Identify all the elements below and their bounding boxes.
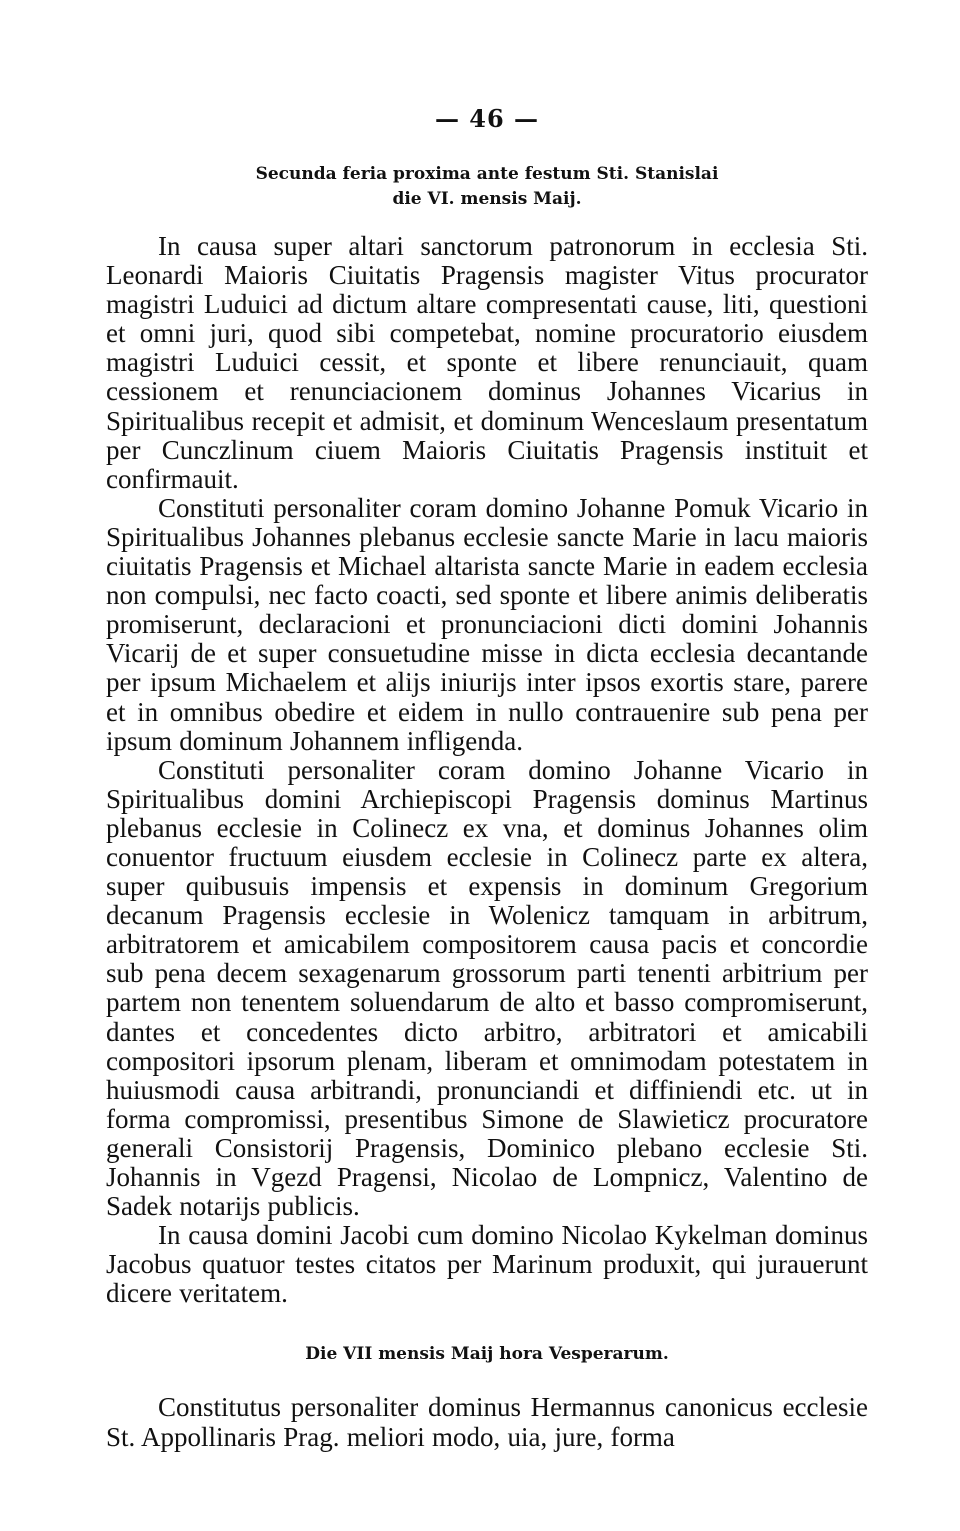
paragraph-pomuk-agreement: Constituti personaliter coram domino Johanne Pomuk Vicario in Spiritualibus Johannes plebanus ecclesie sancte Marie in lacu maioris ciuitatis Pragensis et Michael altarista sancte Marie in eadem ecclesia non compulsi, nec facto coacti, sed sponte et libere animis deliberatis promiserunt, declaracioni et pronunciacioni dicti domini Johannis Vicarij de et super consuetudine misse in dicta ecclesia decantande per ipsum Michaelem et alijs iniurijs inter ipsos exortis stare, parere et in omnibus obedire et eidem in nullo contrauenire sub pena per ipsum dominum Johannem infligenda. <box>106 492 868 756</box>
paragraph-altar-cause: In causa super altari sanctorum patronorum in ecclesia Sti. Leonardi Maioris Ciuitatis Pragensis magister Vitus procurator magistri Luduici ad dictum altare compresentati cause, liti, questioni et omni juri, quod sibi competebat, nomine procuratorio eiusdem magistri Luduici cessit, et sponte et libere renunciauit, quam cessionem et renunciacionem dominus Johannes Vicarius in Spiritualibus recepit et admisit, et dominum Wenceslaum presentatum per Cunczlinum ciuem Maioris Ciuitatis Pragensis instituit et confirmauit. <box>106 231 868 494</box>
section-heading-may-7 <box>106 1342 868 1367</box>
paragraph-kykelman-witnesses: In causa domini Jacobi cum domino Nicolao Kykelman dominus Jacobus quatuor testes citatos per Marinum produxit, qui jurauerunt dicere veritatem. <box>106 1220 868 1309</box>
document-page <box>106 98 868 1452</box>
heading-line-1: Die VII mensis Maij hora Vesperarum. <box>305 1344 669 1365</box>
heading-line-1: Secunda feria proxima ante festum Sti. Stanislai <box>255 164 719 184</box>
page-number: — 46 — <box>434 104 540 133</box>
paragraph-hermannus: Constitutus personaliter dominus Hermannus canonicus ecclesie St. Appollinaris Prag. meliori modo, uia, jure, forma <box>106 1392 868 1452</box>
paragraph-colinecz-arbitration: Constituti personaliter coram domino Johanne Vicario in Spiritualibus domini Archiepiscopi Pragensis dominus Martinus plebanus ecclesie in Colinecz ex vna, et dominus Johannes olim conuentor fructuum eiusdem ecclesie in Colinecz parte ex altera, super quibusuis impensis et expensis in dominum Gregorium decanum Pragensis ecclesie in Wolenicz tamquam in arbitrum, arbitratorem et amicabilem compositorem causa pacis et concordie sub pena decem sexagenarum grossorum parti tenenti arbitrium per partem non tenentem soluendarum de alto et basso compromiserunt, dantes et concedentes dicto arbitro, arbitratori et amicabili compositori ipsorum plenam, liberam et omnimodam potestatem in huiusmodi causa arbitrandi, pronunciandi et diffiniendi etc. ut in forma compromissi, presentibus Simone de Slawieticz procuratore generali Consistorij Pragensis, Dominico plebano ecclesie Sti. Johannis in Vgezd Pragensi, Nicolao de Lompnicz, Valentino de Sadek notarijs publicis. <box>106 754 868 1222</box>
heading-line-2: die VI. mensis Maij. <box>392 189 582 209</box>
section-heading-may-6 <box>106 162 868 212</box>
